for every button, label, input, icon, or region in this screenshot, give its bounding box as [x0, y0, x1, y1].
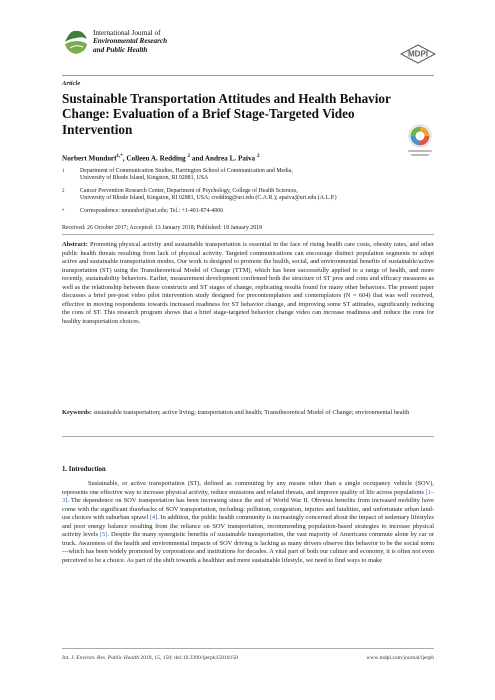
author-list: Norbert Mundorf$^{1,*}$, Colleen A. Redding $^2$ and Andrea L. Paiva $^2$: [62, 154, 260, 163]
affiliation-line: Cancer Prevention Research Center, Department of Psychology, College of Health Sciences,: [80, 188, 298, 194]
paragraph-text: . In addition, the public health community is increasingly concerned about the impact of sedentary lifestyles and poor energy balance resulting from the reliance on SOV transportation, recommending population-based strategies to increase physical activity levels: [62, 514, 435, 539]
paragraph-text: . The dependence on SOV transportation has been increasing since the end of World War II. Obvious benefits from increased mobility have come with the significant drawbacks of SOV transportation, including: pollution, congestion, injuries and fatalities, and unfortunate urban land-use choices with suburban sprawl: [62, 497, 434, 522]
footer-citation: [62, 655, 238, 661]
affiliation-line: University of Rhode Island, Kingston, RI 02881, USA; credding@uri.edu (C.A.R.); apaiva@uri.edu (A.L.P.): [80, 195, 337, 202]
correspondence: [62, 208, 442, 216]
affiliation-number: 2: [62, 189, 65, 194]
keywords-text: sustainable transportation; active living; transportation and health; Transtheoretical Model of Change; environmental health: [93, 409, 410, 416]
footer-divider: [62, 648, 434, 649]
affiliation-line: University of Rhode Island, Kingston, RI 02881, USA: [80, 175, 209, 182]
affiliation-number: 1: [62, 169, 65, 174]
paragraph-text: Sustainable, or active transportation (ST), defined as commuting by any means other than a single occupancy vehicle (SOV), represents one effective way to increase physical activity, reduce emissions and related threats, and improve quality of life across populations: [62, 480, 434, 496]
journal-name-line1: International Journal of: [93, 29, 161, 37]
correspondence-line[interactable]: Correspondence: nmundorf@uri.edu; Tel.: +1-401-874-4006: [80, 208, 224, 214]
citation-link[interactable]: [5]: [100, 531, 108, 539]
article-type: Article: [62, 80, 81, 87]
publisher-name: MDPI: [408, 49, 428, 59]
abstract-label: Abstract:: [62, 241, 88, 248]
abstract: [62, 241, 434, 326]
section-heading: 1. Introduction: [62, 466, 106, 473]
author-name[interactable]: Andrea L. Paiva: [204, 154, 256, 163]
mdpi-logo-icon: [398, 44, 438, 64]
affiliation-line: Department of Communication Studies, Harrington School of Communication and Media,: [80, 168, 293, 174]
keywords-label: Keywords:: [62, 409, 92, 416]
author-affiliation-mark: 2: [187, 154, 190, 159]
paragraph-text: . Despite the many synergistic benefits of sustainable transportation, the vast majority of Americans commute alone by car or truck. Awareness of the health and environmental impacts of SOV driving is lacking as many drivers observe this behavior to be the social norm—which has been widely promoted by corporations and institutions for decades. A vital part of both our culture and economy, it is often not even perceived to be a choice. As part of the shift towards a healthier and more sustainable lifestyle, we need to find ways to make: [62, 531, 434, 564]
paper-title: Sustainable Transportation Attitudes and Health Behavior Change: Evaluation of a Brief Stage-Targeted Video Intervention: [62, 91, 391, 137]
journal-name: [93, 29, 167, 54]
section-divider: [62, 436, 434, 437]
abstract-text: Promoting physical activity and sustainable transportation is essential in the face of rising health care costs, obesity rates, and other public health threats resulting from lack of physical activity. Targeted communications can encourage distinct population segments to adopt active and sustainable transportation modes. Our work is designed to promote the health, social, and environmental benefits of sustainable/active transportation (ST) using the Transtheoretical Model of Change (TTM), which has been successfully applied to a range of health, and more recently, sustainability behaviors. Earlier, measurement development confirmed both the structure of ST pros and cons and efficacy measures as well as the relationship between these constructs and ST stages of change, replicating results found for many other behaviors. The present paper discusses a brief pre-post video pilot intervention study designed for precontemplators and contemplators (N = 604) that was well received, effective in moving respondents towards increased readiness for ST behavior change, and improving some ST attitudes, significantly reducing the cons of ST. This research program shows that a brief stage-targeted behavior change video can increase readiness and reduce the cons for healthy transportation choices.: [62, 241, 434, 325]
correspondence-mark: *: [62, 209, 65, 214]
author-name[interactable]: Norbert Mundorf: [62, 154, 117, 163]
header-divider: [62, 75, 434, 76]
body-text: [62, 480, 434, 565]
keywords: [62, 409, 434, 418]
citation-link[interactable]: [1–3]: [62, 488, 434, 505]
author-affiliation-mark: 1,*: [116, 154, 123, 159]
citation-link[interactable]: [4]: [149, 514, 158, 522]
footer-url[interactable]: www.mdpi.com/journal/ijerph: [366, 655, 434, 661]
author-name[interactable]: Colleen A. Redding: [126, 154, 186, 163]
author-affiliation-mark: 2: [256, 154, 260, 159]
affiliation: [62, 168, 442, 184]
journal-name-line3: and Public Health: [93, 45, 148, 54]
journal-name-line2: Environmental Research: [93, 37, 168, 46]
journal-logo-icon: [62, 27, 90, 57]
paragraph: [62, 480, 434, 565]
publication-dates: Received: 26 October 2017; Accepted: 13 January 2018; Published: 18 January 2018: [62, 225, 263, 231]
footer-journal-name: Int. J. Environ. Res. Public Health: [62, 655, 139, 661]
section-divider: [62, 234, 434, 235]
footer-citation-details[interactable]: 2018, 15, 150; doi:10.3390/ijerph15010150: [139, 655, 238, 661]
check-for-updates-icon[interactable]: [405, 123, 435, 159]
affiliation: [62, 188, 442, 204]
